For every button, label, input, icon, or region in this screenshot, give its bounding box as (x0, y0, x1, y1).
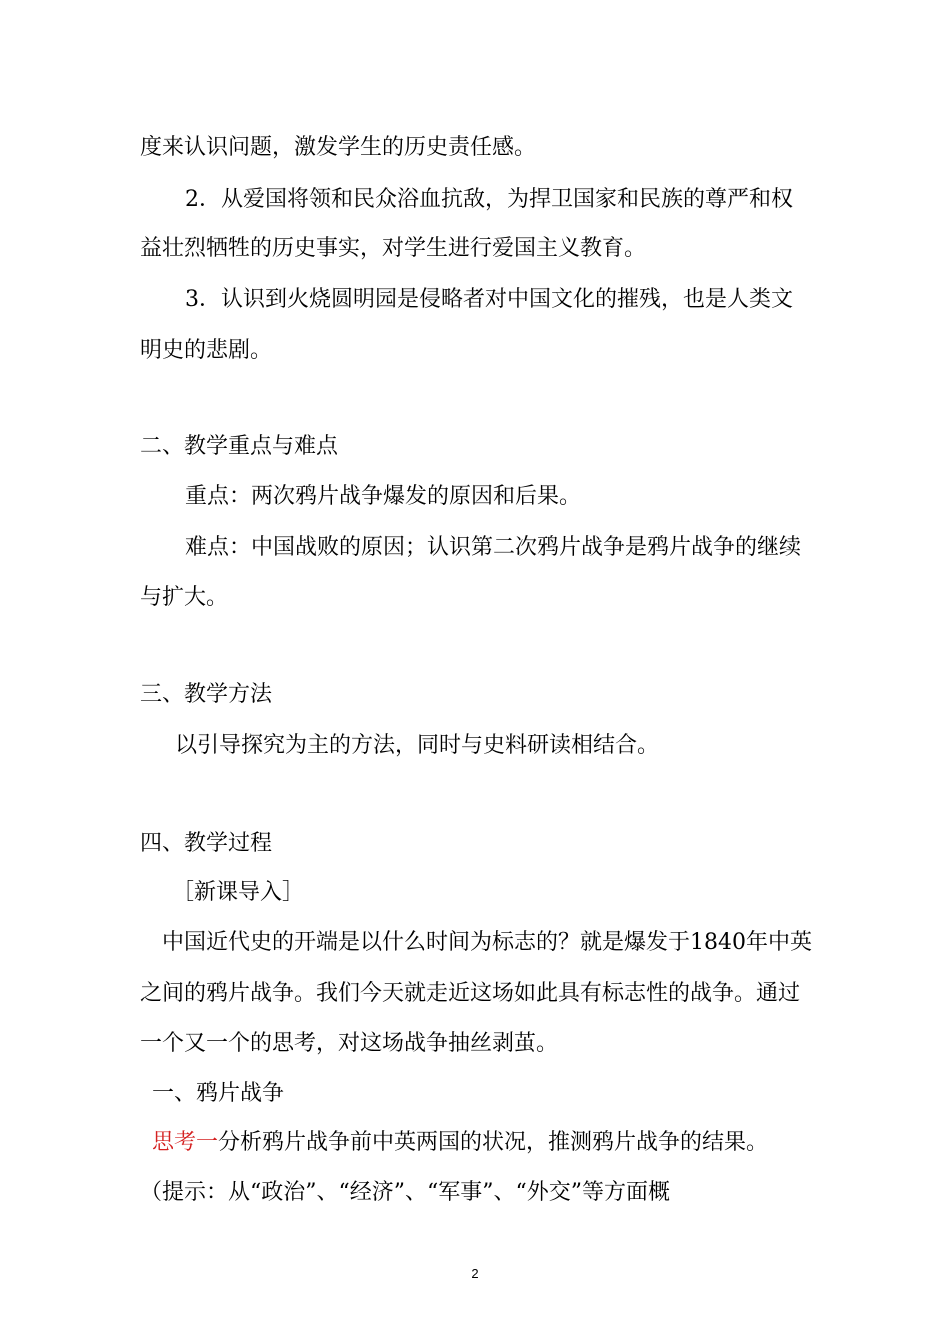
text-line: 2．从爱国将领和民众浴血抗敌，为捍卫国家和民族的尊严和权 (185, 187, 793, 212)
text-line (152, 1128, 768, 1158)
highlight-text: 思考一 (152, 1130, 219, 1155)
text-line: 中国近代史的开端是以什么时间为标志的？就是爆发于1840年中英 (162, 930, 812, 955)
text-line: 与扩大。 (140, 585, 229, 610)
text-span: 分析鸦片战争前中英两国的状况，推测鸦片战争的结果。 (218, 1130, 769, 1155)
text-line: ［新课导入］ (172, 880, 305, 905)
text-line: 重点：两次鸦片战争爆发的原因和后果。 (185, 484, 582, 509)
text-line: 益壮烈牺牲的历史事实，对学生进行爱国主义教育。 (140, 236, 647, 261)
text-line: 难点：中国战败的原因；认识第二次鸦片战争是鸦片战争的继续 (185, 535, 802, 560)
text-line: 3．认识到火烧圆明园是侵略者对中国文化的摧残，也是人类文 (185, 287, 793, 312)
section-heading: 四、教学过程 (140, 831, 273, 856)
section-heading: 二、教学重点与难点 (140, 434, 339, 459)
subsection-heading: 一、鸦片战争 (152, 1081, 285, 1106)
section-heading: 三、教学方法 (140, 682, 273, 707)
text-line: 以引导探究为主的方法，同时与史料研读相结合。 (175, 733, 660, 758)
page-number: 2 (471, 1266, 479, 1281)
text-line: 度来认识问题，激发学生的历史责任感。 (140, 135, 537, 160)
text-line: 明史的悲剧。 (140, 338, 273, 363)
text-line: 一个又一个的思考，对这场战争抽丝剥茧。 (140, 1031, 559, 1056)
text-line: 之间的鸦片战争。我们今天就走近这场如此具有标志性的战争。通过 (140, 981, 801, 1006)
text-line: （提示：从“政治”、“经济”、“军事”、“外交”等方面概 (140, 1180, 670, 1205)
